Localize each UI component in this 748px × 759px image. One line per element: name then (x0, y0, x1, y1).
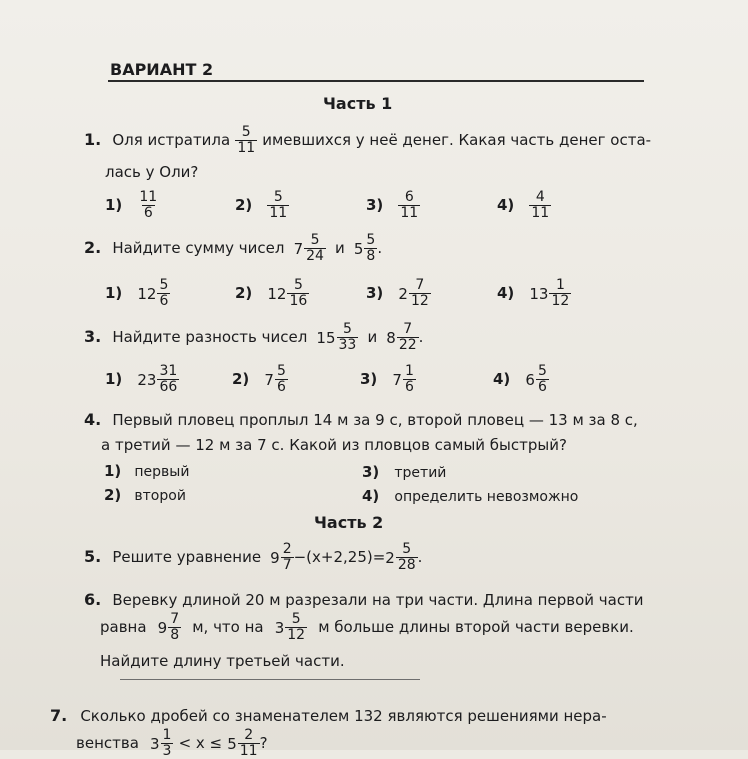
answer-option-2[interactable] (235, 190, 289, 221)
question-number: 5. (84, 547, 102, 566)
answer-option-4[interactable] (497, 190, 551, 221)
denominator: 11 (237, 140, 256, 156)
answer-option-3[interactable] (366, 278, 431, 309)
variant-title: ВАРИАНТ 2 (110, 60, 214, 79)
equation-middle: −(x+2,25)= (293, 548, 386, 566)
whole-part: 2 (385, 548, 395, 567)
option-label: 4) (497, 284, 515, 302)
fraction (235, 125, 257, 156)
whole-part: 8 (386, 328, 396, 347)
denominator: 22 (398, 337, 417, 353)
numerator: 5 (342, 321, 352, 337)
fraction (337, 322, 359, 353)
option-label: 2) (104, 486, 122, 504)
header-rule (108, 80, 644, 82)
denominator: 6 (159, 293, 169, 309)
question-text: Оля истратила (112, 131, 231, 149)
numerator: 4 (535, 189, 545, 205)
option-label: 4) (497, 196, 515, 214)
answer-option-4[interactable] (362, 486, 578, 505)
denominator: 11 (269, 205, 288, 221)
whole-part: 3 (274, 618, 285, 637)
whole-part: 12 (267, 284, 287, 303)
fraction (168, 612, 181, 643)
option-label: 3) (366, 196, 384, 214)
denominator: 6 (276, 379, 286, 395)
question-text: Сколько дробей со знаменателем 132 являются решениями нера- (80, 707, 607, 725)
numerator: 1 (404, 363, 414, 379)
conjunction: и (367, 328, 378, 346)
question-text: венства (76, 734, 139, 752)
question-1 (84, 125, 651, 156)
denominator: 12 (551, 293, 570, 309)
option-label: 2) (235, 284, 253, 302)
question-text-continued: Найдите длину третьей части. (100, 652, 345, 670)
denominator: 11 (531, 205, 550, 221)
question-text-continued: а третий — 12 м за 7 с. Какой из пловцов самый быстрый? (101, 436, 567, 454)
fraction (304, 233, 326, 264)
whole-part: 9 (157, 618, 168, 637)
question-text: Решите уравнение (112, 548, 262, 566)
question-text: Найдите сумму чисел (112, 239, 285, 257)
question-3 (84, 322, 423, 353)
whole-part: 9 (270, 548, 280, 567)
numerator: 1 (162, 727, 172, 743)
whole-part: 7 (264, 370, 274, 389)
question-number: 2. (84, 238, 102, 257)
fraction (281, 542, 294, 573)
part1-title: Часть 1 (323, 94, 393, 113)
fraction (397, 322, 419, 353)
question-6 (84, 590, 644, 609)
numerator: 1 (555, 277, 565, 293)
question-number: 7. (50, 706, 68, 725)
option-label: 1) (105, 370, 123, 388)
answer-option-1[interactable] (105, 278, 170, 309)
period: . (417, 548, 423, 566)
option-text: определить невозможно (394, 489, 579, 505)
answer-option-3[interactable] (362, 462, 446, 481)
denominator: 6 (404, 379, 414, 395)
fraction (137, 190, 159, 221)
inequality-middle: < x ≤ (178, 734, 223, 752)
numerator: 5 (402, 541, 412, 557)
answer-option-2[interactable] (104, 485, 186, 504)
answer-option-3[interactable] (360, 364, 416, 395)
option-label: 3) (362, 463, 380, 481)
denominator: 3 (162, 743, 172, 759)
whole-part: 23 (137, 370, 157, 389)
question-text-continued: лась у Оли? (105, 163, 199, 181)
option-label: 1) (104, 462, 122, 480)
question-7 (50, 706, 607, 725)
fraction (364, 233, 377, 264)
fraction (267, 190, 289, 221)
whole-part: 7 (293, 239, 304, 258)
fraction (287, 278, 309, 309)
option-label: 2) (232, 370, 250, 388)
option-label: 3) (366, 284, 384, 302)
option-label: 2) (235, 196, 253, 214)
fraction (409, 278, 431, 309)
numerator: 5 (291, 611, 301, 627)
option-label: 1) (105, 284, 123, 302)
whole-part: 5 (227, 734, 237, 753)
numerator: 31 (159, 363, 178, 379)
whole-part: 7 (392, 370, 402, 389)
option-text: третий (394, 465, 447, 481)
numerator: 7 (170, 611, 180, 627)
answer-option-2[interactable] (232, 364, 288, 395)
fraction (285, 612, 307, 643)
question-4 (84, 410, 638, 429)
option-label: 3) (360, 370, 378, 388)
question-number: 6. (84, 590, 102, 609)
numerator: 6 (404, 189, 414, 205)
numerator: 5 (537, 363, 547, 379)
whole-part: 3 (150, 734, 160, 753)
option-label: 4) (362, 487, 380, 505)
option-text: второй (134, 488, 186, 504)
fraction (238, 728, 260, 759)
numerator: 2 (282, 541, 292, 557)
numerator: 11 (139, 189, 158, 205)
question-mark: ? (259, 734, 268, 752)
fraction (157, 364, 179, 395)
fraction (536, 364, 549, 395)
section-rule (120, 679, 420, 680)
question-text: м больше длины второй части веревки. (318, 618, 634, 636)
question-6-line2 (100, 612, 634, 643)
answer-option-1[interactable] (105, 364, 179, 395)
question-text: Первый пловец проплыл 14 м за 9 с, второй пловец — 13 м за 8 с, (112, 411, 638, 429)
option-text: первый (134, 464, 190, 480)
denominator: 8 (170, 627, 180, 643)
numerator: 2 (244, 727, 254, 743)
question-text: Найдите разность чисел (112, 328, 308, 346)
denominator: 8 (366, 248, 376, 264)
denominator: 6 (143, 205, 153, 221)
fraction (398, 190, 420, 221)
fraction (396, 542, 418, 573)
numerator: 5 (293, 277, 303, 293)
answer-option-2[interactable] (235, 278, 309, 309)
numerator: 5 (276, 363, 286, 379)
numerator: 7 (415, 277, 425, 293)
numerator: 7 (403, 321, 413, 337)
denominator: 11 (239, 743, 258, 759)
numerator: 5 (273, 189, 283, 205)
question-7-line2 (76, 728, 268, 759)
whole-part: 5 (353, 239, 364, 258)
whole-part: 6 (525, 370, 535, 389)
answer-option-4[interactable] (493, 364, 549, 395)
question-2 (84, 233, 382, 264)
whole-part: 15 (316, 328, 336, 347)
numerator: 5 (310, 232, 320, 248)
whole-part: 13 (529, 284, 549, 303)
denominator: 16 (289, 293, 308, 309)
option-label: 4) (493, 370, 511, 388)
conjunction: и (335, 239, 345, 257)
answer-option-1[interactable] (105, 190, 159, 221)
question-text: Веревку длиной 20 м разрезали на три части. Длина первой части (112, 591, 644, 609)
answer-option-3[interactable] (366, 190, 420, 221)
denominator: 7 (282, 557, 292, 573)
numerator: 5 (241, 124, 251, 140)
denominator: 6 (537, 379, 547, 395)
fraction (549, 278, 571, 309)
option-label: 1) (105, 196, 123, 214)
part2-title: Часть 2 (314, 513, 384, 532)
question-text: м, что на (192, 618, 264, 636)
denominator: 11 (400, 205, 419, 221)
fraction (275, 364, 288, 395)
answer-option-4[interactable] (497, 278, 571, 309)
whole-part: 12 (137, 284, 157, 303)
question-5 (84, 542, 422, 573)
numerator: 5 (366, 232, 376, 248)
denominator: 12 (410, 293, 429, 309)
denominator: 28 (397, 557, 416, 573)
question-number: 1. (84, 130, 102, 149)
period: . (418, 328, 424, 346)
answer-option-1[interactable] (104, 461, 189, 480)
denominator: 12 (287, 627, 306, 643)
fraction (161, 728, 174, 759)
fraction (529, 190, 551, 221)
denominator: 33 (338, 337, 357, 353)
fraction (157, 278, 170, 309)
whole-part: 2 (398, 284, 408, 303)
period: . (377, 239, 383, 257)
numerator: 5 (159, 277, 169, 293)
question-number: 3. (84, 327, 102, 346)
question-text: имевшихся у неё денег. Какая часть денег оста- (262, 131, 652, 149)
fraction (403, 364, 416, 395)
denominator: 66 (159, 379, 178, 395)
denominator: 24 (306, 248, 324, 264)
question-number: 4. (84, 410, 102, 429)
question-text: равна (100, 618, 147, 636)
